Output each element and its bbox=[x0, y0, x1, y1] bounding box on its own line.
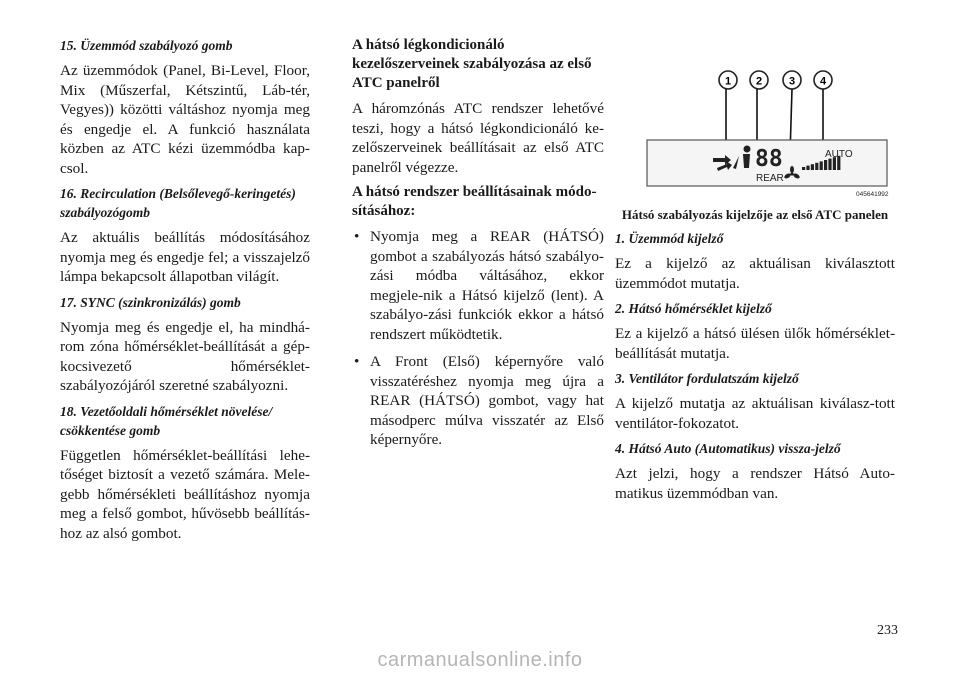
callout-4 bbox=[814, 71, 832, 89]
section-16-text: Az aktuális beállítás módosításához nyomja meg és engedje fel; a visszajelző lámpa bekapcsolt állapotban világít. bbox=[60, 229, 310, 285]
bullet-icon: • bbox=[354, 353, 360, 370]
item-2-title: 2. Hátsó hőmérséklet kijelző bbox=[615, 301, 772, 316]
section-15-text: Az üzemmódok (Panel, Bi-Level, Floor, Mix (Műszerfal, Kétszintű, Láb-tér, Vegyes)) közötti váltáshoz nyomja meg és engedje el. A funkció használata közben az ATC kézi üzemmódba kap-csol. bbox=[60, 62, 310, 177]
fan-speed-bar bbox=[806, 166, 809, 170]
item-4-text: Azt jelzi, hogy a rendszer Hátsó Auto-matikus üzemmódban van. bbox=[615, 465, 895, 502]
watermark: carmanualsonline.info bbox=[377, 649, 583, 671]
figure-caption: Hátsó szabályozás kijelzője az első ATC panelen bbox=[621, 207, 889, 222]
rear-display-figure bbox=[615, 48, 895, 198]
instruction-list bbox=[352, 227, 604, 450]
svg-text:3: 3 bbox=[788, 75, 796, 88]
section-17-title: 17. SYNC (szinkronizálás) gomb bbox=[60, 294, 241, 310]
rear-control-heading: A hátsó légkondicionáló kezelőszerveinek szabályozása az első ATC panelről bbox=[352, 37, 592, 91]
section-18-title: 18. Vezetőoldali hőmérséklet növelése/ csökkentése gomb bbox=[60, 403, 273, 438]
fan-speed-bar bbox=[820, 161, 823, 170]
item-1-title: 1. Üzemmód kijelző bbox=[615, 231, 724, 246]
rear-label: REAR bbox=[756, 173, 784, 184]
section-17-text: Nyomja meg és engedje el, ha mindhá-rom zóna hőmérséklet-beállítását a gép-kocsivezető hőmérséklet-szabályozójáról szeretné szabályozni. bbox=[60, 318, 310, 394]
rear-control-intro: A háromzónás ATC rendszer lehetővé teszi, hogy a hátsó légkondicionáló ke-zelőszerveinek beállításait az első ATC panelről végezze. bbox=[352, 100, 604, 176]
fan-speed-bar bbox=[815, 163, 818, 170]
svg-text:2: 2 bbox=[755, 75, 763, 88]
fan-speed-bar bbox=[802, 167, 805, 170]
callout-1 bbox=[719, 71, 737, 89]
item-2-text: Ez a kijelző a hátsó ülésen ülők hőmérséklet-beállítását mutatja. bbox=[615, 325, 895, 362]
left-column bbox=[60, 36, 310, 543]
section-18-text: Független hőmérséklet-beállítási lehe-tőséget biztosít a vezető számára. Mele-gebb hőmérsékleti beállításhoz nyomja meg a felső gombot, hűvösebb beállítás-hoz az alsó gombot. bbox=[60, 446, 310, 542]
list-item bbox=[352, 227, 604, 344]
svg-text:1: 1 bbox=[724, 75, 732, 88]
list-item-text: Nyomja meg a REAR (HÁTSÓ) gombot a szabályozás hátsó szabályo-zási módba váltásához, ekkor megjele-nik a Hátsó kijelző (lent). A szabályo-zási funkciók ekkor a hátsó rendszert működtetik. bbox=[370, 228, 604, 343]
page-number: 233 bbox=[877, 623, 898, 638]
middle-column bbox=[352, 36, 604, 450]
right-column bbox=[615, 36, 895, 503]
auto-label: AUTO bbox=[825, 149, 853, 160]
list-item-text: A Front (Első) képernyőre való visszatéréshez nyomja meg újra a REAR (HÁTSÓ) gombot, vagy hat másodperc múlva visszatér az Első képernyőre. bbox=[370, 353, 604, 448]
figure-code: 045641992 bbox=[856, 191, 889, 198]
fan-speed-bar bbox=[824, 160, 827, 170]
fan-speed-bar bbox=[828, 159, 831, 170]
svg-text:4: 4 bbox=[819, 75, 827, 88]
item-3-text: A kijelző mutatja az aktuálisan kiválasz-tott ventilátor-fokozatot. bbox=[615, 395, 895, 432]
fan-speed-bar bbox=[811, 164, 814, 170]
item-4-title: 4. Hátsó Auto (Automatikus) vissza-jelző bbox=[615, 441, 841, 456]
list-item bbox=[352, 352, 604, 450]
section-16-title: 16. Recirculation (Belsőlevegő-keringetés) szabályozógomb bbox=[60, 186, 296, 220]
callout-3 bbox=[783, 71, 801, 89]
bullet-icon: • bbox=[354, 228, 360, 245]
section-15-title: 15. Üzemmód szabályozó gomb bbox=[60, 38, 233, 53]
rear-settings-heading: A hátsó rendszer beállításainak módo-sításához: bbox=[352, 184, 597, 219]
rear-temperature-digits: 88 bbox=[755, 146, 783, 172]
callout-2 bbox=[750, 71, 768, 89]
item-3-title: 3. Ventilátor fordulatszám kijelző bbox=[615, 371, 799, 386]
item-1-text: Ez a kijelző az aktuálisan kiválasztott üzemmódot mutatja. bbox=[615, 255, 895, 292]
